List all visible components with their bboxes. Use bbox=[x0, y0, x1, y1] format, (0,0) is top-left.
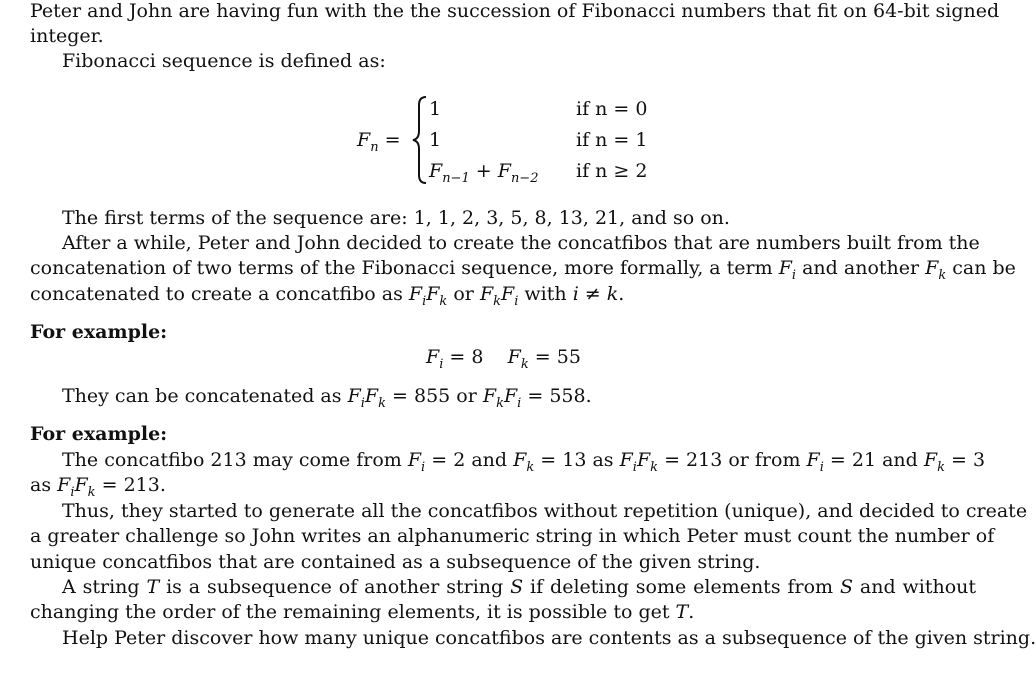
formula-lhs: $F_n$ = bbox=[357, 129, 401, 155]
after-line-3: concatenated to create a concatfibo as $F_iF_k$ or $F_kF_i$ with i ≠ k. bbox=[30, 283, 625, 309]
case2-condition: if n = 1 bbox=[576, 129, 648, 151]
after-line-2: concatenation of two terms of the Fibonacci sequence, more formally, a term $F_i$ and another $F_k$ can be bbox=[30, 257, 1016, 283]
example1-values: $F_i = 8$ $F_k = 55$ bbox=[426, 346, 581, 372]
help-line: Help Peter discover how many unique concatfibos are contents as a subsequence of the given string. bbox=[62, 627, 1036, 649]
case1-value: 1 bbox=[429, 98, 442, 120]
subsequence-line-1: A string T is a subsequence of another string S if deleting some elements from S and without bbox=[62, 576, 977, 598]
thus-line-3: unique concatfibos that are contained as a subsequence of the given string. bbox=[30, 551, 761, 573]
case1-condition: if n = 0 bbox=[576, 98, 648, 120]
example2-line-2: as $F_iF_k = 213$. bbox=[30, 474, 166, 500]
example2-line-1: The concatfibo 213 may come from $F_i = 2$ and $F_k = 13$ as $F_iF_k = 213$ or from $F_i = 21$ and $F_k = 3$ bbox=[62, 449, 986, 475]
subsequence-line-2: changing the order of the remaining elements, it is possible to get T. bbox=[30, 601, 695, 623]
example-heading-2: For example: bbox=[30, 423, 168, 445]
case2-value: 1 bbox=[429, 129, 442, 151]
intro-line-1: Peter and John are having fun with the the succession of Fibonacci numbers that fit on 64-bit signed bbox=[30, 0, 1000, 22]
intro-line-2: integer. bbox=[30, 25, 104, 47]
example1-text: They can be concatenated as $F_iF_k = 855$ or $F_kF_i = 558$. bbox=[62, 385, 592, 411]
thus-line-2: a greater challenge so John writes an alphanumeric string in which Peter must count the number of bbox=[30, 525, 995, 547]
left-brace-icon bbox=[410, 95, 430, 185]
case3-value: $F_{n-1} + F_{n-2}$ bbox=[429, 160, 539, 186]
thus-line-1: Thus, they started to generate all the concatfibos without repetition (unique), and decided to create bbox=[62, 500, 1028, 522]
after-line-1: After a while, Peter and John decided to create the concatfibos that are numbers built from the bbox=[62, 232, 980, 254]
first-terms-line: The first terms of the sequence are: 1, 1, 2, 3, 5, 8, 13, 21, and so on. bbox=[62, 207, 730, 229]
example-heading-1: For example: bbox=[30, 321, 168, 343]
defined-line: Fibonacci sequence is defined as: bbox=[62, 50, 386, 72]
case3-condition: if n ≥ 2 bbox=[576, 160, 648, 182]
